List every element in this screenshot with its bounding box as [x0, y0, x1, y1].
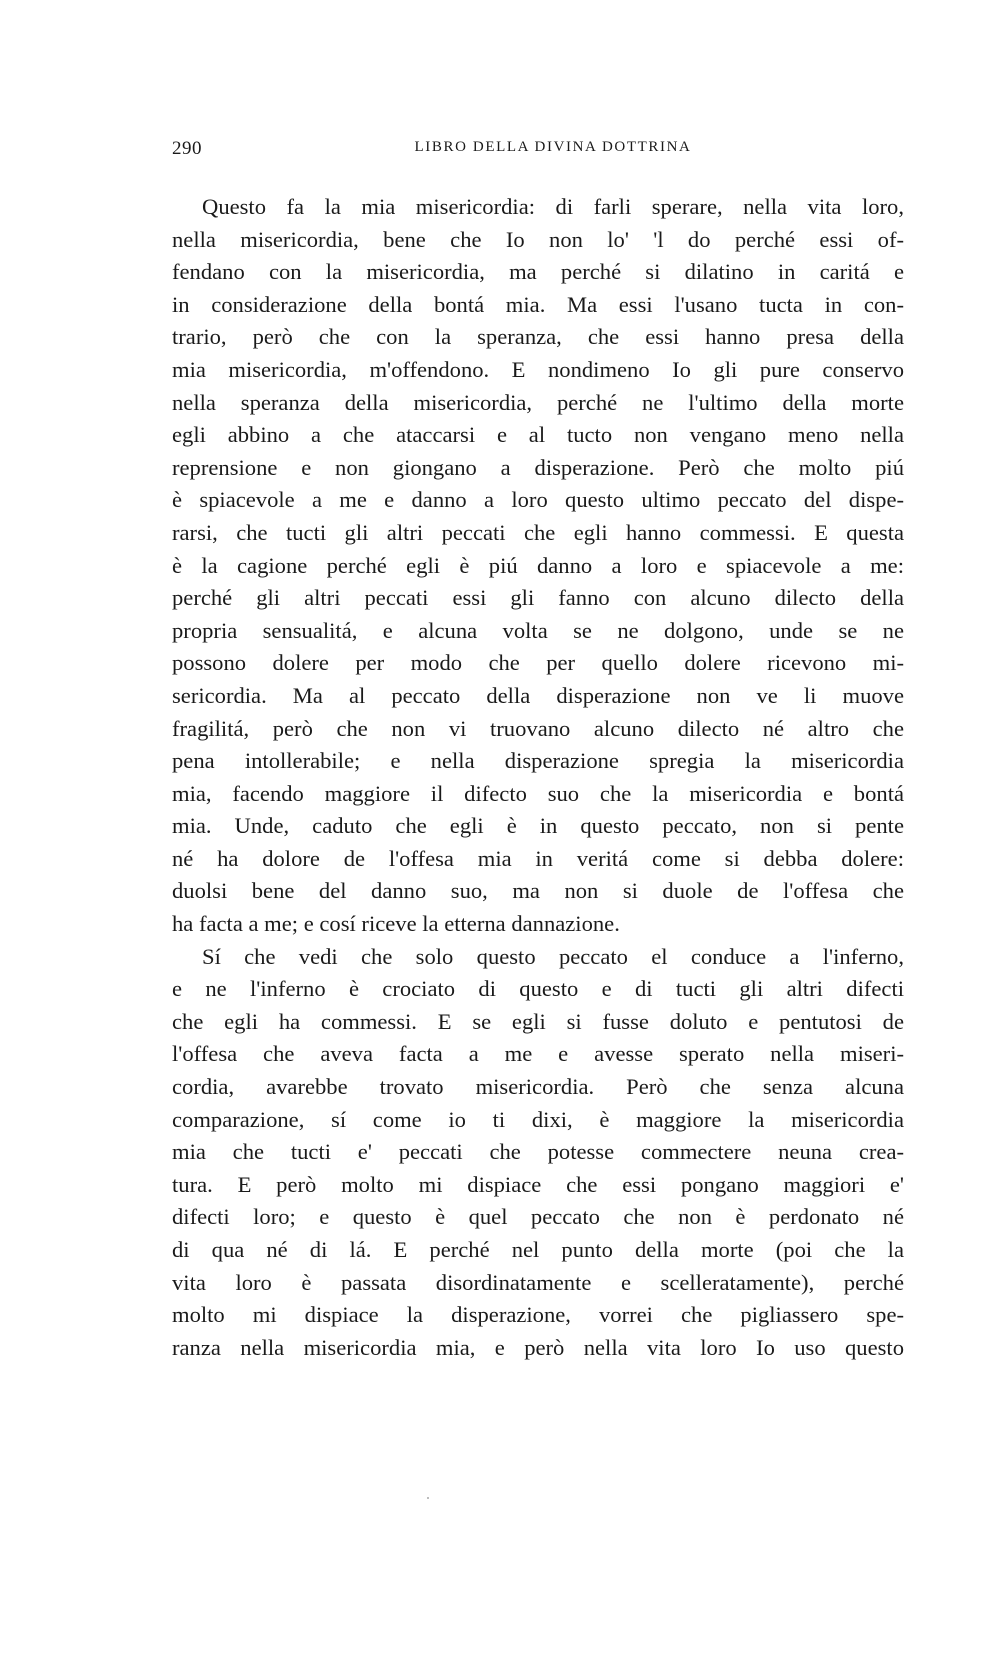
text-line: ha facta a me; e cosí riceve la etterna dannazione. [172, 911, 620, 937]
text-line: vita loro è passata disordinatamente e scelleratamente), perché [172, 1269, 904, 1295]
page-number: 290 [172, 138, 202, 159]
text-line: cordia, avarebbe trovato misericordia. Però che senza alcuna [172, 1074, 904, 1100]
text-line: né ha dolore de l'offesa mia in veritá come si debba dolere: [172, 845, 904, 871]
text-line: mia che tucti e' peccati che potesse commectere neuna crea- [172, 1139, 904, 1165]
text-line: trario, però che con la speranza, che essi hanno presa della [172, 324, 904, 350]
running-title: LIBRO DELLA DIVINA DOTTRINA [414, 139, 692, 155]
text-line: nella speranza della misericordia, perché ne l'ultimo della morte [172, 389, 904, 415]
text-line: l'offesa che aveva facta a me e avesse sperato nella miseri- [172, 1041, 904, 1067]
text-line: è la cagione perché egli è piú danno a loro e spiacevole a me: [172, 552, 904, 578]
text-line: Questo fa la mia misericordia: di farli sperare, nella vita loro, [202, 194, 904, 219]
text-line: Sí che vedi che solo questo peccato el conduce a l'inferno, [202, 943, 904, 969]
text-line: sericordia. Ma al peccato della disperazione non ve li muove [172, 682, 904, 708]
text-line: mia misericordia, m'offendono. E nondimeno Io gli pure conservo [172, 356, 904, 382]
text-line: rarsi, che tucti gli altri peccati che egli hanno commessi. E questa [172, 519, 904, 545]
text-line: mia. Unde, caduto che egli è in questo peccato, non si pente [172, 813, 904, 839]
text-line: perché gli altri peccati essi gli fanno con alcuno dilecto della [172, 585, 904, 611]
text-line: reprensione e non giongano a disperazione. Però che molto piú [172, 454, 904, 480]
text-line: in considerazione della bontá mia. Ma essi l'usano tucta in con- [172, 291, 904, 317]
scan-speck [427, 1497, 429, 1499]
text-line: fendano con la misericordia, ma perché si dilatino in caritá e [172, 259, 904, 285]
page-header [172, 138, 908, 162]
text-line: pena intollerabile; e nella disperazione spregia la misericordia [172, 748, 904, 774]
text-line: è spiacevole a me e danno a loro questo ultimo peccato del dispe- [172, 487, 904, 513]
text-line: propria sensualitá, e alcuna volta se ne dolgono, unde se ne [172, 617, 904, 643]
text-line: mia, facendo maggiore il difecto suo che la misericordia e bontá [172, 780, 904, 806]
text-line: di qua né di lá. E perché nel punto della morte (poi che la [172, 1237, 904, 1262]
text-line: possono dolere per modo che per quello dolere ricevono mi- [172, 650, 904, 676]
body-text [172, 191, 904, 1364]
text-line: che egli ha commessi. E se egli si fusse doluto e pentutosi de [172, 1008, 904, 1034]
text-line: molto mi dispiace la disperazione, vorrei che pigliassero spe- [172, 1302, 904, 1328]
text-line: duolsi bene del danno suo, ma non si duole de l'offesa che [172, 878, 904, 904]
text-line: nella misericordia, bene che Io non lo' 'l do perché essi of- [172, 226, 904, 252]
text-line: comparazione, sí come io ti dixi, è maggiore la misericordia [172, 1106, 904, 1132]
text-line: difecti loro; e questo è quel peccato che non è perdonato né [172, 1204, 904, 1230]
text-line: ranza nella misericordia mia, e però nella vita loro Io uso questo [172, 1334, 904, 1360]
text-line: e ne l'inferno è crociato di questo e di tucti gli altri difecti [172, 976, 904, 1002]
text-line: egli abbino a che ataccarsi e al tucto non vengano meno nella [172, 422, 904, 448]
text-line: fragilitá, però che non vi truovano alcuno dilecto né altro che [172, 715, 904, 741]
text-line: tura. E però molto mi dispiace che essi pongano maggiori e' [172, 1171, 904, 1197]
